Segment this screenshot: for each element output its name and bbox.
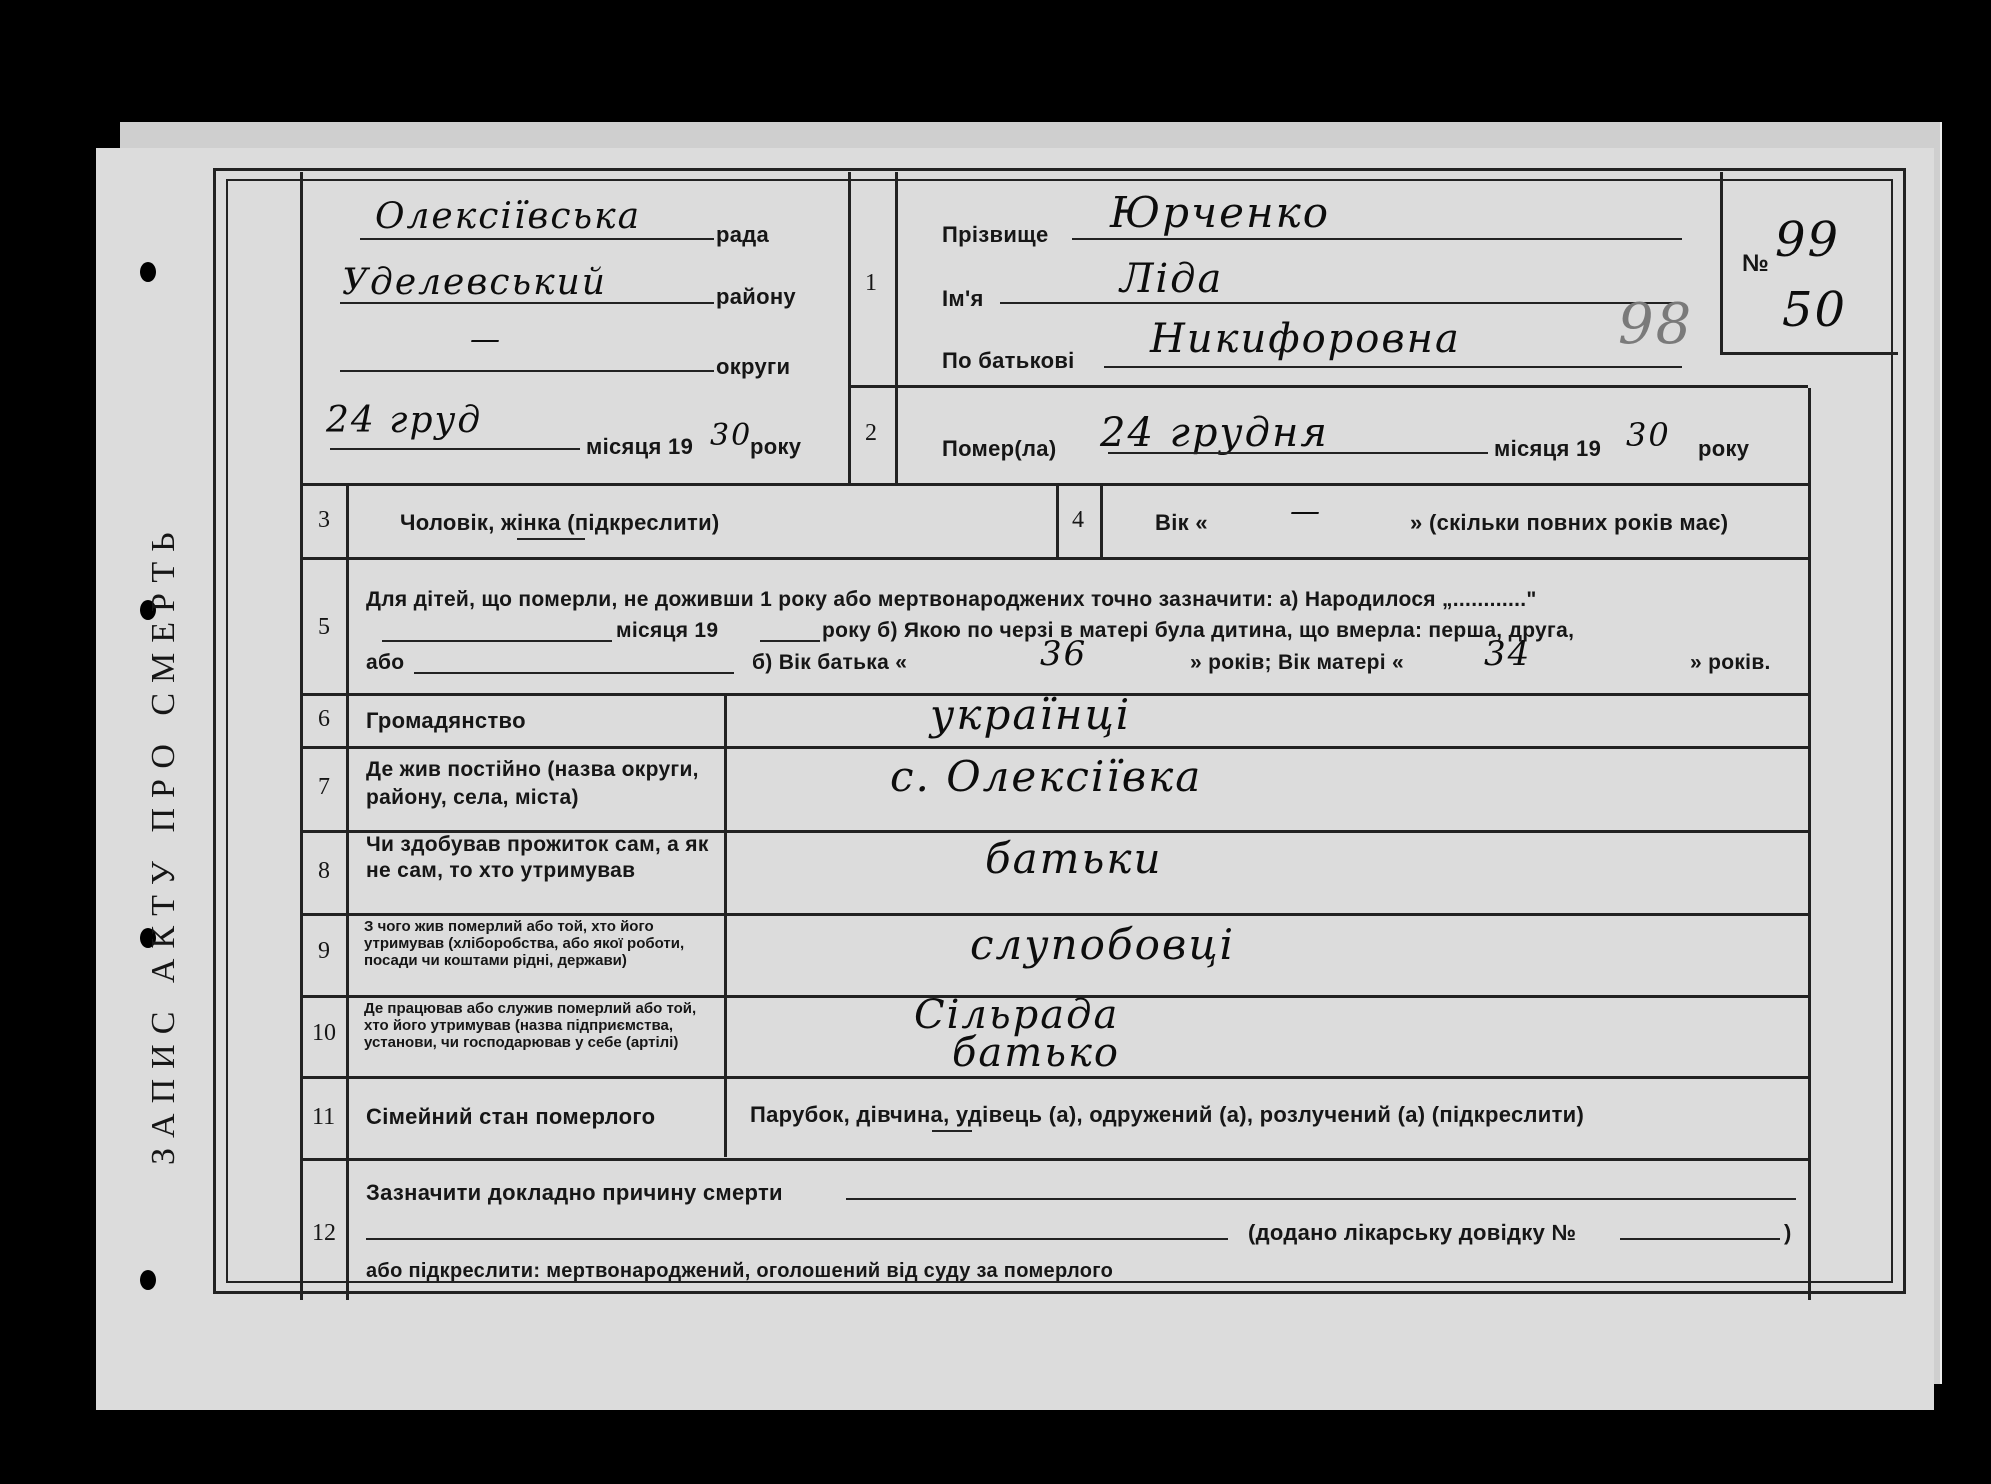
header-year-value: 30 [710,418,753,453]
cause-line2-end: ) [1784,1220,1792,1245]
row-number: 6 [318,706,330,732]
age-label-end: » (скільки повних років має) [1410,510,1729,535]
died-month-label: місяця 19 [1494,436,1602,461]
marital-label: Сімейний стан померлого [366,1104,656,1129]
citizenship-label: Громадянство [366,708,526,733]
marital-value: Парубок, дівчина, удівець (а), одружений (а), розлучений (а) (підкреслити) [750,1102,1585,1127]
sex-label: Чоловік, жінка (підкреслити) [400,510,720,535]
age-value: — [1290,494,1322,529]
workplace-label: Де працював або служив померлий або той, хто його утримував (назва підприємства, установи, чи господарював у себе (артілі) [364,1000,697,1051]
cause-line1: Зазначити докладно причину смерти [366,1180,783,1205]
row-number: 2 [865,420,877,446]
citizenship-value: українці [930,690,1132,739]
cause-line2: (додано лікарську довідку № [1248,1220,1577,1245]
workplace-value2: батько [952,1030,1120,1076]
row-number: 1 [865,270,877,296]
row-number: 10 [312,1020,336,1046]
died-year-label: року [1698,436,1750,461]
children-line3b: б) Вік батька « [752,651,908,674]
record-number-value2: 50 [1782,282,1848,338]
children-line3c: » років; Вік матері « [1190,651,1404,674]
row-number: 4 [1072,507,1084,533]
surname-label: Прізвище [942,222,1049,247]
raion-label: району [716,284,796,309]
father-age-value: 36 [1040,634,1088,674]
row-number: 8 [318,858,330,884]
livelihood-value: слупобовці [970,920,1236,969]
children-line1: Для дітей, що померли, не доживши 1 року або мертвонароджених точно зазначити: а) Народилося „............" [366,588,1537,611]
row-number: 3 [318,507,330,533]
okruha-label: округи [716,354,791,379]
died-label: Помер(ла) [942,436,1057,461]
punch-hole [140,1270,156,1290]
vertical-title: ЗАПИС АКТУ ПРО СМЕРТЬ [145,522,182,1165]
residence-value: с. Олексіївка [890,752,1203,801]
workplace-value1: Сільрада [914,992,1120,1038]
support-value: батьки [985,834,1163,883]
rada-value: Олексіївська [375,196,642,237]
punch-hole [140,262,156,282]
record-number-value: 99 [1775,212,1841,268]
header-date-value: 24 груд [326,400,483,441]
cause-line3: або підкреслити: мертвонароджений, оголошений від суду за померлого [366,1260,1114,1282]
children-line2a: місяця 19 [616,619,719,642]
row-number: 9 [318,938,330,964]
surname-value: Юрченко [1110,188,1331,237]
children-line2b: року б) Якою по черзі в матері була дитина, що вмерла: перша, друга, [822,619,1575,642]
patronymic-value: Никифоровна [1150,316,1461,362]
rada-label: рада [716,222,770,247]
mother-age-value: 34 [1484,634,1532,674]
name-label: Ім'я [942,286,984,311]
died-year-value: 30 [1626,416,1671,454]
children-line3d: » років. [1690,651,1771,674]
residence-label: Де жив постійно (назва округи, району, села, міста) [366,758,699,809]
children-line3a: або [366,651,405,674]
margin-note: 98 [1618,292,1694,357]
raion-value: Уделевський [342,262,607,303]
age-label-start: Вік « [1155,510,1208,535]
row-number: 12 [312,1220,336,1246]
name-value: Ліда [1120,256,1224,302]
livelihood-label: З чого жив померлий або той, хто його утримував (хліборобства, або якої роботи, посади чи коштами рідні, держави) [364,918,685,969]
support-label: Чи здобував прожиток сам, а як не сам, то хто утримував [366,833,709,882]
row-number: 5 [318,614,330,640]
header-year-label: року [750,434,802,459]
okruha-value: — [470,322,502,357]
row-number: 11 [312,1104,336,1130]
patronymic-label: По батькові [942,348,1075,373]
row-number: 7 [318,774,330,800]
died-date-value: 24 грудня [1100,410,1329,456]
header-month-label: місяця 19 [586,434,694,459]
record-number-label: № [1742,250,1770,277]
